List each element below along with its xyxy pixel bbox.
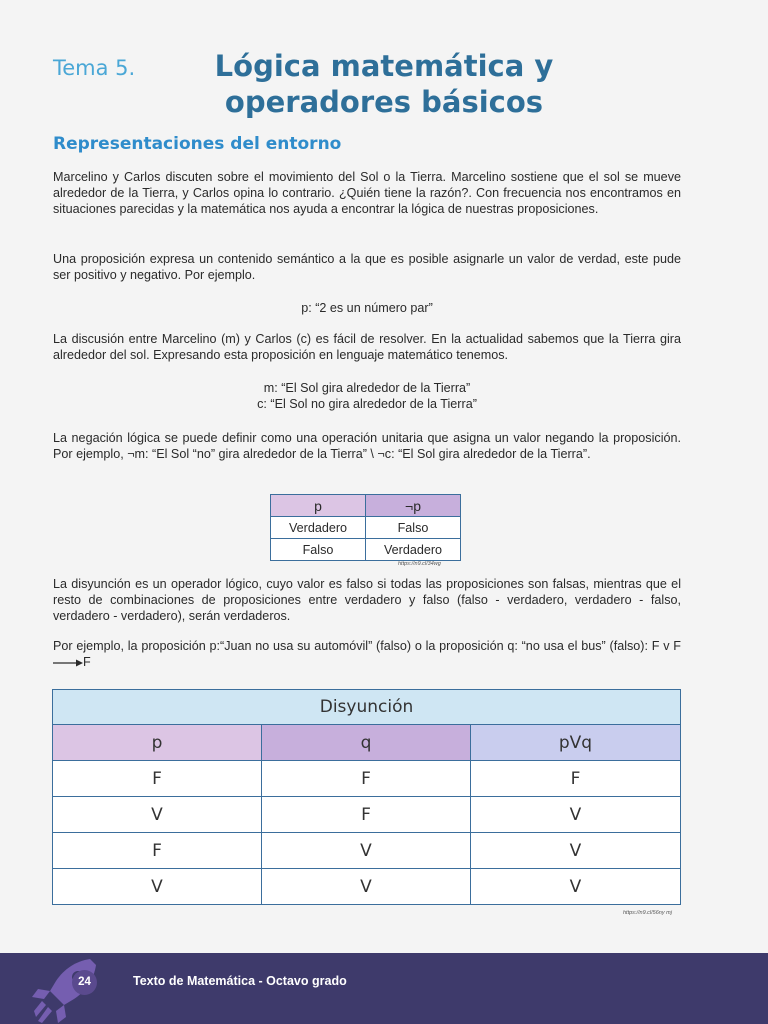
table-cell: V xyxy=(471,833,681,869)
table-caption-row xyxy=(53,690,681,725)
table-cell: V xyxy=(471,869,681,905)
section-subtitle: Representaciones del entorno xyxy=(53,134,342,154)
title-line-1: Lógica matemática y xyxy=(214,49,554,83)
example-result: F xyxy=(83,655,91,670)
table-cell: Falso xyxy=(271,539,366,561)
table-caption: Disyunción xyxy=(53,690,681,725)
table-cell: F xyxy=(53,833,262,869)
disjunction-table xyxy=(52,689,681,905)
header-cell: ¬p xyxy=(366,495,461,517)
table-cell: V xyxy=(53,869,262,905)
page-title xyxy=(200,48,568,120)
table-cell: Verdadero xyxy=(271,517,366,539)
page-number: 24 xyxy=(72,970,97,995)
table-cell: Falso xyxy=(366,517,461,539)
table-header-row xyxy=(53,725,681,761)
topic-number: Tema 5. xyxy=(53,56,136,80)
table-row xyxy=(53,869,681,905)
source-link[interactable]: https://n9.cl/56ny mj xyxy=(623,910,672,916)
table-cell: F xyxy=(262,761,471,797)
table-cell: V xyxy=(471,797,681,833)
paragraph-example xyxy=(53,638,681,670)
table-row xyxy=(53,761,681,797)
table-cell: V xyxy=(262,833,471,869)
footer-text: Texto de Matemática - Octavo grado xyxy=(133,974,347,988)
arrow-right-icon xyxy=(53,658,83,668)
table-header-row xyxy=(271,495,461,517)
header-cell: p xyxy=(53,725,262,761)
table-cell: F xyxy=(262,797,471,833)
negation-table xyxy=(270,494,461,561)
table-cell: Verdadero xyxy=(366,539,461,561)
table-row xyxy=(53,797,681,833)
table-cell: V xyxy=(53,797,262,833)
table-cell: F xyxy=(471,761,681,797)
source-link[interactable]: https://n9.cl/34wg xyxy=(398,561,441,567)
example-m: m: “El Sol gira alrededor de la Tierra” xyxy=(263,381,471,395)
table-cell: V xyxy=(262,869,471,905)
paragraph-intro: Marcelino y Carlos discuten sobre el movimiento del Sol o la Tierra. Marcelino sostiene que el sol se mueve alrededor de la Tierra, y Carlos opina lo contrario. ¿Quién tiene la razón?. Con frecuencia nos encontramos en situaciones parecidas y la matemática nos ayuda a encontrar la lógica de nuestras proposiciones. xyxy=(53,170,681,217)
table-cell: F xyxy=(53,761,262,797)
example-c: c: “El Sol no gira alrededor de la Tierra” xyxy=(257,397,477,412)
paragraph-negation: La negación lógica se puede definir como una operación unitaria que asigna un valor negando la proposición. Por ejemplo, ¬m: “El Sol “no” gira alrededor de la Tierra” \ ¬c: “El Sol gira alrededor de la Tierra”. xyxy=(53,431,681,462)
examples-m-c xyxy=(53,380,681,412)
table-row xyxy=(271,539,461,561)
header-cell: q xyxy=(262,725,471,761)
example-text: Por ejemplo, la proposición p:“Juan no usa su automóvil” (falso) o la proposición q: “no usa el bus” (falso): F v F xyxy=(53,639,681,653)
table-row xyxy=(53,833,681,869)
page-footer xyxy=(0,953,768,1024)
title-line-2: operadores básicos xyxy=(224,85,544,119)
header-cell: p xyxy=(271,495,366,517)
paragraph-discussion: La discusión entre Marcelino (m) y Carlos (c) es fácil de resolver. En la actualidad sabemos que la Tierra gira alrededor del sol. Expresando esta proposición en lenguaje matemático tenemos. xyxy=(53,332,681,363)
table-row xyxy=(271,517,461,539)
paragraph-proposition: Una proposición expresa un contenido semántico a la que es posible asignarle un valor de verdad, este pude ser positivo y negativo. Por ejemplo. xyxy=(53,252,681,283)
paragraph-disjunction: La disyunción es un operador lógico, cuyo valor es falso si todas las proposiciones son falsas, mientras que el resto de combinaciones de proposiciones entre verdadero y falso (falso - verdadero, verdadero - falso, verdadero - verdadero), serán verdaderos. xyxy=(53,577,681,624)
example-p: p: “2 es un número par” xyxy=(301,301,433,315)
header-cell: pVq xyxy=(471,725,681,761)
